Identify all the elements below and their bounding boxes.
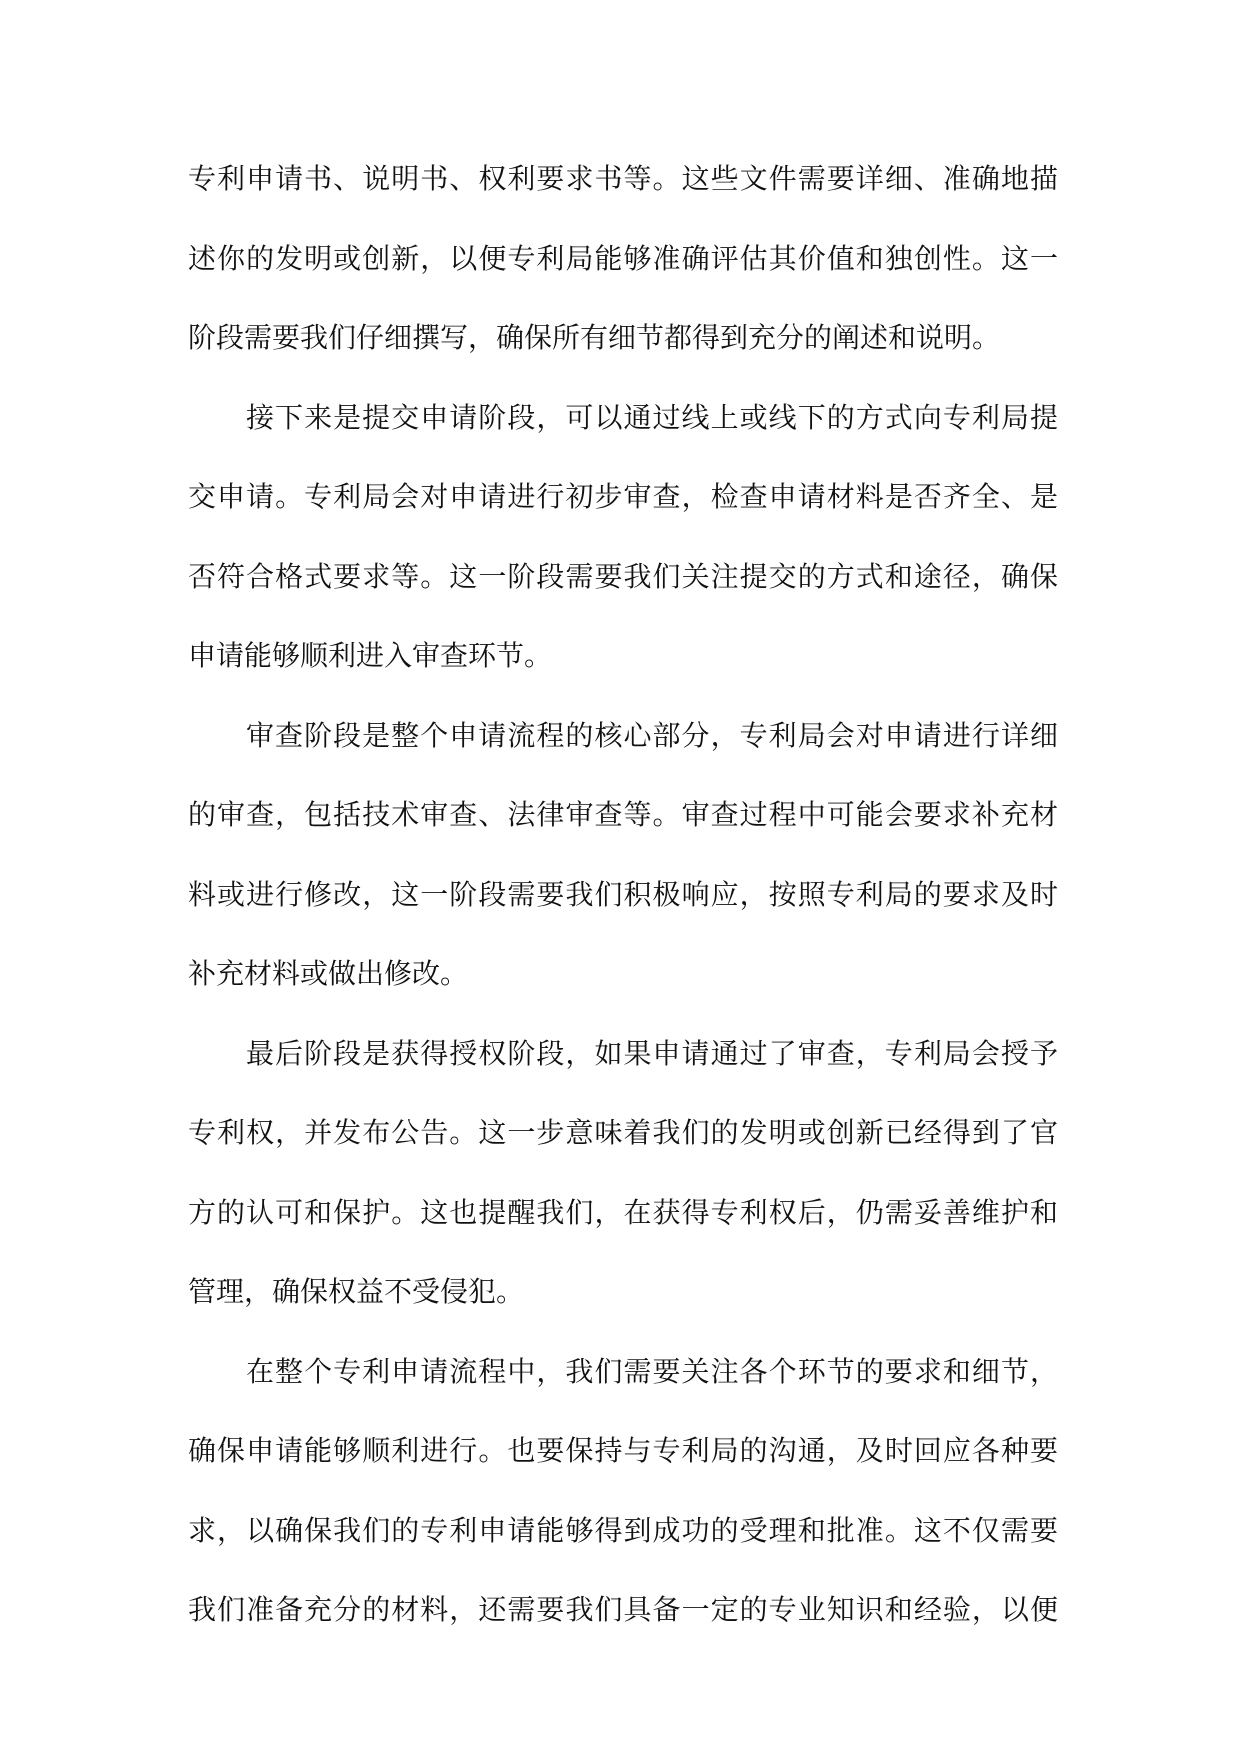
text-line: 否符合格式要求等。这一阶段需要我们关注提交的方式和途径，确保 — [188, 559, 1058, 593]
text-line: 补充材料或做出修改。 — [188, 957, 469, 990]
text-line: 在整个专利申请流程中，我们需要关注各个环节的要求和细节， — [246, 1354, 1058, 1388]
paragraph-3 — [188, 696, 1058, 1014]
text-line: 阶段需要我们仔细撰写，确保所有细节都得到充分的阐述和说明。 — [188, 321, 1001, 354]
text-line: 料或进行修改，这一阶段需要我们积极响应，按照专利局的要求及时 — [188, 877, 1058, 911]
text-line: 确保申请能够顺利进行。也要保持与专利局的沟通，及时回应各种要 — [188, 1434, 1058, 1467]
paragraph-4 — [188, 1014, 1058, 1332]
text-line: 的审查，包括技术审查、法律审查等。审查过程中可能会要求补充材 — [188, 798, 1058, 831]
text-line: 接下来是提交申请阶段，可以通过线上或线下的方式向专利局提 — [246, 400, 1058, 434]
paragraph-1 — [188, 139, 1058, 378]
text-line: 申请能够顺利进入审查环节。 — [188, 639, 553, 672]
paragraph-5 — [188, 1332, 1058, 1650]
text-line: 管理，确保权益不受侵犯。 — [188, 1275, 525, 1308]
document-body — [188, 139, 1058, 1650]
text-line: 最后阶段是获得授权阶段，如果申请通过了审查，专利局会授予 — [246, 1036, 1058, 1070]
text-line: 我们准备充分的材料，还需要我们具备一定的专业知识和经验，以便 — [188, 1593, 1058, 1626]
text-line: 述你的发明或创新，以便专利局能够准确评估其价值和独创性。这一 — [188, 241, 1058, 275]
paragraph-2 — [188, 378, 1058, 696]
text-line: 交申请。专利局会对申请进行初步审查，检查申请材料是否齐全、是 — [188, 480, 1058, 513]
text-line: 求，以确保我们的专利申请能够得到成功的受理和批准。这不仅需要 — [188, 1513, 1058, 1547]
text-line: 方的认可和保护。这也提醒我们，在获得专利权后，仍需妥善维护和 — [188, 1195, 1058, 1229]
text-line: 审查阶段是整个申请流程的核心部分，专利局会对申请进行详细 — [246, 718, 1058, 752]
text-line: 专利申请书、说明书、权利要求书等。这些文件需要详细、准确地描 — [188, 162, 1058, 195]
text-line: 专利权，并发布公告。这一步意味着我们的发明或创新已经得到了官 — [188, 1116, 1058, 1149]
